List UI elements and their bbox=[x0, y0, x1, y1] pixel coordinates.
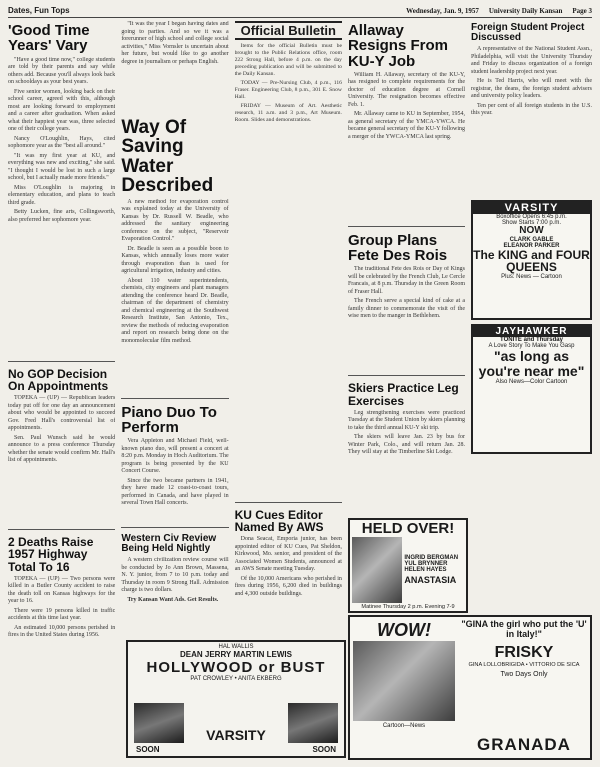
paragraph: The French serve a special kind of cake at a family dinner to commemorate the visit of the wise men to the manger in Bethlehem. bbox=[347, 298, 466, 320]
paragraph: TOPEKA — (UP) — Republican leaders today put off for one day an announcement about who would be appointed to succeed Gov. Fred Hall's controversial list of appointments. bbox=[8, 395, 116, 432]
paragraph: A representative of the National Student Assn., Philadelphia, will visit the University Thursday and Friday to discuss organization of a foreign student leadership project next year. bbox=[471, 46, 592, 75]
paragraph: Miss O'Loughlin is majoring in elementary education, and plans to teach third grade. bbox=[8, 184, 116, 206]
paragraph: Betty Lucken, fine arts, Collingsworth, also preferred her sophomore year. bbox=[8, 209, 116, 223]
story-fete-des-rois bbox=[348, 266, 465, 371]
page-number: Page 3 bbox=[572, 7, 592, 15]
paragraph: The skiers will leave Jan. 23 by bus for Winter Park, Colo., and will return Jan. 28. They will stay at the Timberline Ski Lodge. bbox=[347, 434, 466, 456]
extras: Also News—Color Cartoon bbox=[495, 378, 568, 385]
paragraph: "It was the year I began having dates and going to parties. And so we it was a forerunner of high school and college social activities," Miss Vornsler is uncertain about her future, but would like to go another degree in journalism or perhaps English. bbox=[121, 21, 229, 65]
paragraph: Vera Appleton and Michael Field, well-known piano duo, will present a concert at 8:20 p.m. Monday in Hoch Auditorium. The program is being presented by the KU Concert Course. bbox=[121, 438, 229, 475]
story-gop-decision bbox=[8, 395, 115, 525]
paragraph: "Have a good time now," college students are told by their parents and say while others add. Because you'll always look back on schooldays as your best years. bbox=[8, 56, 116, 86]
headline-skiers: Skiers Practice Leg Exercises bbox=[347, 381, 459, 408]
wow-label: WOW! bbox=[377, 620, 431, 640]
star-1: CLARK GABLE bbox=[509, 236, 554, 243]
granada-logo: GRANADA bbox=[477, 735, 571, 754]
paragraph: Ten per cent of all foreign students in the U.S. this year. bbox=[471, 102, 592, 117]
showtimes: Matinee Thursday 2 p.m. Evening 7-9 bbox=[361, 604, 455, 610]
paragraph: Five senior women, looking back on their school career, agreed with this, although most are looking forward to employment and a career after graduation. When asked what their happiest year was, three selected one of their college years. bbox=[8, 88, 116, 133]
paragraph: "It was my first year at KU, and everything was new and exciting," she said. "I thought I would be lost in such a large school, but I actually made more friends." bbox=[8, 152, 116, 182]
divider bbox=[348, 375, 465, 376]
anastasia-ad bbox=[348, 518, 468, 613]
now-label: NOW bbox=[519, 225, 544, 237]
headline-piano-duo: Piano Duo To Perform bbox=[121, 403, 217, 436]
section-title: Dates, Fun Tops bbox=[8, 6, 70, 15]
divider bbox=[348, 226, 465, 227]
headline-western-civ: Western Civ Review Being Held Nightly bbox=[121, 533, 217, 555]
story-foreign-student bbox=[471, 46, 592, 196]
headline-good-time-years: 'Good Time Years' Vary bbox=[8, 22, 90, 55]
paragraph: Nancy O'Loughlin, Hays, cited sophomore year as the "best all around." bbox=[8, 135, 116, 150]
cast: PAT CROWLEY • ANITA EKBERG bbox=[190, 676, 282, 682]
hollywood-or-bust-ad bbox=[126, 640, 346, 758]
paragraph: Dr. Beadle is seen as a possible boon to Kansas, which annually loses more water through evaporation than is used for agricultural irrigation, industry and cities. bbox=[121, 245, 229, 274]
paragraph: Mr. Allaway came to KU in September, 1954, as general secretary of the YMCA-YWCA. He became general secretary of the KU-Y following a merger of the YWCA-YMCA last spring. bbox=[347, 111, 466, 140]
jayhawker-theater-ad bbox=[471, 324, 592, 454]
paragraph: Since the two became partners in 1941, they have made 12 coast-to-coast tours, performed in Canada, and have played in several Town Hall concerts. bbox=[121, 477, 229, 507]
paragraph: He is Ted Harris, who will meet with the registrar, the deans, the foreign student advisers and university policy leaders. bbox=[471, 78, 592, 100]
story-ku-cues bbox=[235, 536, 342, 636]
paragraph: William H. Allaway, secretary of the KU-Y, has resigned to complete requirements for the doctor of education degree at Cornell University. The resignation becomes effective Feb. 1. bbox=[347, 71, 466, 108]
ad-photo bbox=[352, 537, 402, 603]
bulletin-title: Official Bulletin bbox=[235, 21, 342, 40]
paragraph: A new method for evaporation control was explained today at the University of Kansas by Dr. Russell W. Beadle, who addressed the sanitary engineering conference on the subject, "Reservoir Evaporation Control." bbox=[121, 198, 229, 242]
photo-right bbox=[288, 703, 338, 743]
show-time: Show Starts 7:00 p.m. bbox=[501, 220, 562, 227]
movie-title: HOLLYWOOD or BUST bbox=[146, 659, 326, 676]
paragraph: Leg strengthening exercises were practiced Tuesday at the Student Union by skiers planning to take the third annual KU-Y ski trip. bbox=[347, 409, 466, 431]
paragraph: A western civilization review course will be conducted by Jo Ann Brown, Massena, N. Y. junior, from 7 to 10 p.m. today and Thursday in room 9 Strong Hall. Admission charge is two dollars. bbox=[121, 557, 229, 594]
stars: GINA LOLLOBRIGIDA • VITTORIO DE SICA bbox=[468, 661, 580, 668]
headline-allaway-resigns: Allaway Resigns From KU-Y Job bbox=[347, 22, 448, 70]
soon-right: SOON bbox=[312, 745, 336, 754]
star-3: HELEN HAYES bbox=[404, 567, 447, 573]
divider bbox=[235, 502, 342, 503]
story-continued bbox=[121, 21, 228, 116]
story-highway-deaths bbox=[8, 576, 115, 746]
granada-ad bbox=[348, 615, 592, 760]
column-1 bbox=[8, 21, 115, 767]
story-good-time-years bbox=[8, 57, 115, 357]
issue-date: Wednesday, Jan. 9, 1957 bbox=[406, 7, 479, 15]
movie-title: FRISKY bbox=[494, 643, 554, 661]
headline-gop-decision: No GOP Decision On Appointments bbox=[8, 366, 109, 393]
story-saving-water bbox=[121, 199, 228, 394]
movie-title: "as long as you're near me" bbox=[478, 348, 585, 380]
paragraph: There were 19 persons killed in traffic accidents at this time last year. bbox=[8, 607, 116, 622]
paragraph: An estimated 10,000 persons perished in fires in the United States during 1956. bbox=[8, 624, 116, 639]
boxoffice-time: Boxoffice Opens 6:45 p.m. bbox=[496, 214, 567, 221]
masthead bbox=[8, 6, 592, 18]
headline-fete-des-rois: Group Plans Fete Des Rois bbox=[347, 231, 448, 265]
star-1: INGRID BERGMAN bbox=[404, 555, 459, 561]
ad-photo bbox=[353, 641, 455, 721]
paragraph: Items for the official Bulletin must be brought to the Public Relations office, room 222 Strong Hall, before 4 p.m. on the day preceding publication and will be submitted to the Daily Kansan. bbox=[234, 43, 342, 77]
varsity-logo: VARSITY bbox=[473, 202, 590, 214]
paragraph: Of the 10,000 Americans who perished in fires during 1956, 6,200 died in buildings and 4,300 outside buildings. bbox=[234, 575, 342, 597]
tagline: "GINA the girl who put the 'U' in Italy!" bbox=[461, 619, 587, 639]
divider bbox=[8, 361, 115, 362]
tagline: A Love Story To Make You Gasp bbox=[488, 343, 575, 350]
varsity-theater-ad bbox=[471, 200, 592, 320]
extras: Plus: News — Cartoon bbox=[501, 274, 562, 281]
paper-name: University Daily Kansan bbox=[488, 7, 563, 15]
tonite-label: TONITE and Thursday bbox=[500, 337, 563, 344]
headline-saving-water: Way Of Saving Water Described bbox=[121, 117, 214, 197]
paragraph: The traditional Fete des Rois or Day of Kings will be celebrated by the French Club, Le Cercle Francais, at 8 p.m. Thursday in the Green Room of Fraser Hall. bbox=[347, 266, 466, 295]
note: Cartoon—News bbox=[382, 723, 426, 729]
jayhawker-logo: JAYHAWKER bbox=[473, 326, 590, 337]
headline-ku-cues: KU Cues Editor Named By AWS bbox=[234, 508, 324, 535]
photo-left bbox=[134, 703, 184, 743]
paragraph: FRIDAY — Museum of Art. Aesthetic research, 11 a.m. and 3 p.m., Art Museum. Room. Slides and demonstrations. bbox=[234, 102, 342, 123]
story-skiers bbox=[348, 410, 465, 480]
movie-title: The KING and FOUR QUEENS bbox=[473, 247, 590, 275]
paragraph: Try Kansan Want Ads. Get Results. bbox=[127, 596, 219, 603]
bulletin-body bbox=[235, 43, 342, 498]
paragraph: TOPEKA — (UP) — Two persons were killed in a Butler County accident to raise the death toll on Kansas highways for the year to 16. bbox=[8, 575, 116, 605]
paragraph: Dona Seacat, Emporia junior, has been appointed editor of KU Cues, Pat Sheldon, Kirkwood, Mo. senior, and president of the Associated Women Students, announced at an AWS Senate meeting Tuesday. bbox=[234, 536, 342, 573]
soon-left: SOON bbox=[136, 745, 160, 754]
story-western-civ bbox=[121, 557, 228, 619]
divider bbox=[8, 529, 115, 530]
movie-title: ANASTASIA bbox=[404, 575, 457, 585]
headline-highway-deaths: 2 Deaths Raise 1957 Highway Total To 16 bbox=[8, 535, 94, 574]
held-over-label: HELD OVER! bbox=[361, 520, 455, 537]
stars: DEAN JERRY MARTIN LEWIS bbox=[179, 650, 292, 659]
paragraph: TODAY — Pre-Nursing Club, 4 p.m., 116 Fraser. Engineering Club, 8 p.m., 301 E. Snow Hall. bbox=[234, 79, 342, 100]
theater-name: VARSITY bbox=[206, 727, 266, 743]
studio: HAL WALLIS bbox=[218, 644, 254, 650]
divider bbox=[121, 527, 228, 528]
story-allaway-resigns bbox=[348, 72, 465, 222]
divider bbox=[121, 398, 228, 399]
star-2: YUL BRYNNER bbox=[404, 561, 448, 567]
days: Two Days Only bbox=[500, 670, 548, 678]
headline-foreign-student: Foreign Student Project Discussed bbox=[471, 22, 585, 44]
story-piano-duo bbox=[121, 438, 228, 523]
paragraph: About 110 water superintendents, chemists, city engineers and plant managers attending the conference heard Dr. Beadle, chairman of the department of chemistry and chemical engineering at the Southwest Research Institute, San Antonio, Tex., review the methods of reducing evaporation and report on research being done on the monomolecular film method. bbox=[121, 277, 229, 344]
star-2: ELEANOR PARKER bbox=[503, 242, 560, 249]
paragraph: Sen. Paul Wunsch said he would announce to a press conference Thursday whether the senate would confirm Mr. Hall's list of appointments. bbox=[8, 434, 116, 464]
